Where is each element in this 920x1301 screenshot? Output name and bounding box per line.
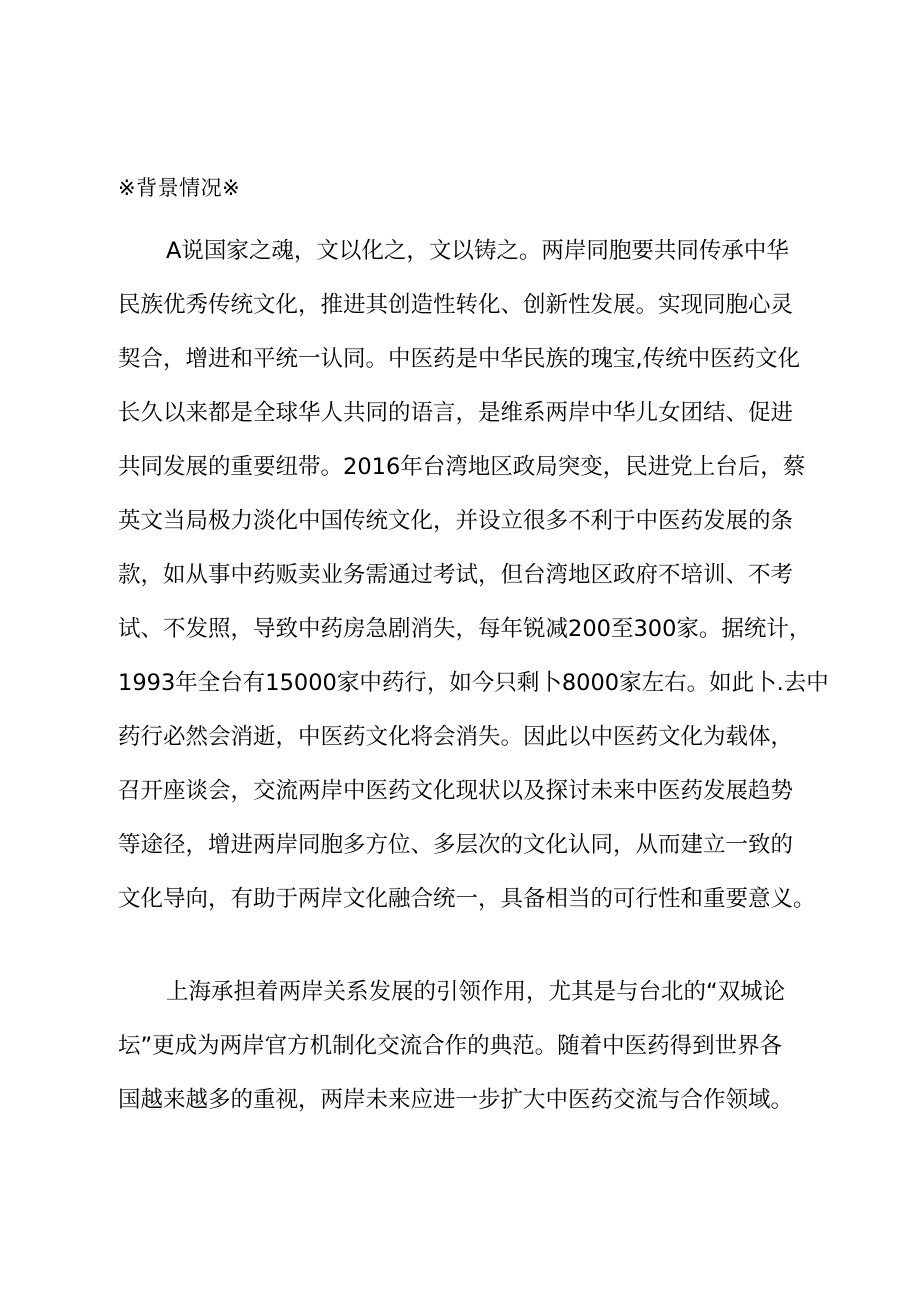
text-line: 共同发展的重要纽带。2016年台湾地区政局突变，民进党上台后，蔡 bbox=[118, 454, 806, 480]
text-line: 等途径，增进两岸同胞多方位、多层次的文化认同，从而建立一致的 bbox=[118, 832, 794, 858]
text-line: 上海承担着两岸关系发展的引领作用，尤其是与台北的“双城论 bbox=[166, 979, 786, 1005]
text-line: A说国家之魂，文以化之，文以铸之。两岸同胞要共同传承中华 bbox=[166, 238, 789, 264]
text-line: 长久以来都是全球华人共同的语言，是维系两岸中华儿女团结、促进 bbox=[118, 400, 794, 426]
text-line: 款，如从事中药贩卖业务需通过考试，但台湾地区政府不培训、不考 bbox=[118, 562, 794, 588]
text-line: 药行必然会消逝，中医药文化将会消失。因此以中医药文化为载体， bbox=[118, 724, 794, 750]
text-line: 契合，增进和平统一认同。中医药是中华民族的瑰宝,传统中医药文化 bbox=[118, 346, 801, 372]
text-line: 文化导向，有助于两岸文化融合统一，具备相当的可行性和重要意义。 bbox=[118, 886, 816, 912]
paragraph-shanghai bbox=[118, 965, 828, 1127]
text-line: 国越来越多的重视，两岸未来应进一步扩大中医药交流与合作领域。 bbox=[118, 1087, 794, 1113]
paragraph-background bbox=[118, 224, 828, 926]
text-line: 英文当局极力淡化中国传统文化，并设立很多不利于中医药发展的条 bbox=[118, 508, 794, 534]
text-line: 1993年全台有15000家中药行，如今只剩卜8000家左右。如此卜.去中 bbox=[118, 670, 829, 696]
text-line: 坛”更成为两岸官方机制化交流合作的典范。随着中医药得到世界各 bbox=[118, 1033, 783, 1059]
text-line: 民族优秀传统文化，推进其创造性转化、创新性发展。实现同胞心灵 bbox=[118, 292, 794, 318]
text-line: 试、不发照，导致中药房急剧消失，每年锐减200至300家。据统计， bbox=[118, 616, 812, 642]
text-line: 召开座谈会，交流两岸中医药文化现状以及探讨未来中医药发展趋势 bbox=[118, 778, 794, 804]
section-heading: ※背景情况※ bbox=[118, 176, 241, 200]
